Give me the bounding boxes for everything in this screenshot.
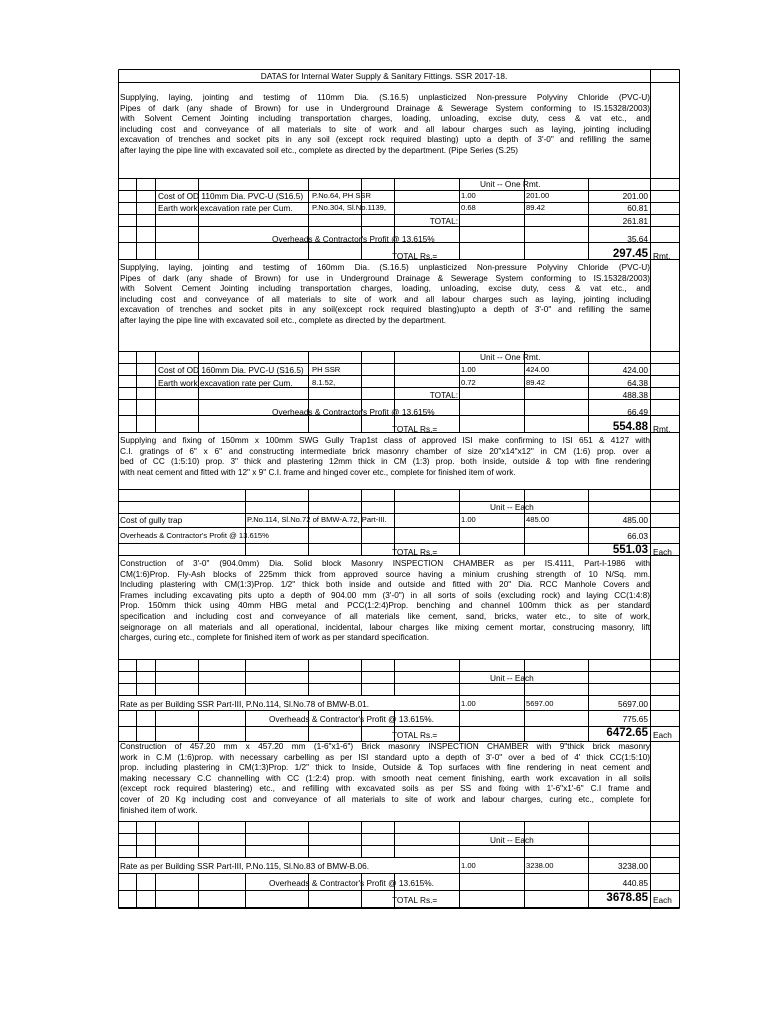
item-3-desc-line: Supplying and fixing of 150mm x 100mm SWG Gully Trap1st class of approved ISI make confirming to ISI 651 & 4127 with [120, 436, 650, 445]
item-2-row-2-ref: 8.1.52, [312, 378, 336, 387]
item-3-row-1-desc: Cost of gully trap [120, 515, 183, 525]
item-4-desc-line: Prop. 150mm thick using 40mm HBG metal and PCC(1:2:4)Prop. benching and channel 100mm thick as per standard [120, 601, 650, 611]
item-4-desc-line: CM(1:6)Prop. Fly-Ash blocks of 225mm thick from approved source having a minium crushing strength of 10 N/Sq. mm. [120, 569, 650, 579]
item-5-unit: Each [653, 895, 672, 905]
item-3-row-1-amount: 485.00 [622, 515, 648, 525]
item-3-grand-label: TOTAL Rs.= [392, 547, 438, 557]
item-3-unit: Each [653, 547, 672, 557]
item-4-overhead: 775.65 [622, 714, 648, 724]
item-2-desc-line: Supplying, laying, jointing and testimg of 160mm Dia. (S.16.5) unplasticized Non-pressure Polyviny Chloride (PVC-U) [120, 263, 650, 272]
item-2-row-1-desc: Cost of OD 160mm Dia. PVC-U (S16.5) [158, 365, 304, 375]
item-4-desc-line: Including plastering with CM(1:3)Prop. 1/2" thick both inside and outside and fitted with 20" Dia. RCC Manhole Covers and [120, 580, 650, 590]
item-1-grand-label: TOTAL Rs.= [392, 251, 438, 261]
item-2-grand-label: TOTAL Rs.= [392, 424, 438, 434]
item-4-overhead-label: Overheads & Contractor's Profit @ 13.615%. [269, 714, 434, 724]
item-2-row-1-qty: 1.00 [461, 365, 476, 374]
item-1-desc-line: excavation of trenches and socket pits in any soil (except rock required blasting) upto a depth of 3'-0" and refilling the same [120, 135, 650, 145]
item-3-row-1-qty: 1.00 [461, 515, 476, 524]
item-1-row-1-rate: 201.00 [526, 191, 550, 200]
item-2-row-2-qty: 0.72 [461, 378, 476, 387]
item-2-desc-line: including cost and conveyance of all materials to site of work and all labour charges such as laying, jointing including [120, 294, 650, 304]
item-1-desc-line: Supplying, laying, jointing and testimg of 110mm Dia. (S.16.5) unplasticized Non-pressure Polyviny Chloride (PVC-U) [120, 93, 650, 102]
item-4-desc-line: specification and including cost and conveyance of all materials like cement, sand, bricks, water etc., to site of work, [120, 611, 650, 621]
item-1-desc-line: after laying the pipe line with excavated soil etc., complete as directed by the department. (Pipe Series (S.25) [120, 145, 519, 155]
item-4-unit-header: Unit -- Each [490, 673, 534, 683]
item-4-row-1-desc: Rate as per Building SSR Part-III, P.No.114, Sl.No.78 of BMW-B.01. [120, 699, 370, 709]
item-2-row-1-rate: 424.00 [526, 365, 550, 374]
item-3-row-1-rate: 485.00 [526, 515, 550, 524]
item-1-row-2-qty: 0.68 [461, 203, 476, 212]
item-3-grand-total: 551.03 [612, 544, 648, 556]
item-5-row-1-amount: 3238.00 [618, 861, 648, 871]
item-1-total-label: TOTAL: [429, 216, 458, 226]
item-5-description [120, 742, 650, 816]
item-5-desc-line: cover of 20 Kg including cost and conveyance of all materials to site of work and labour charges, curing etc., complete for [120, 794, 650, 804]
item-2-total: 488.38 [622, 390, 648, 400]
item-2-desc-line: Pipes of dark (any shade of Brown) for use in Underground Drainage & Sewerage System conforming to IS.15328/2003) [120, 273, 650, 283]
item-2-unit: Rmt. [653, 424, 671, 434]
item-5-desc-line: (except rock required blastering) etc., and refilling with excavated soils as per SS and fixing with 1'-6"x1'-6" C.I frame and [120, 784, 650, 794]
item-1-row-1-desc: Cost of OD 110mm Dia. PVC-U (S16.5) [158, 191, 304, 201]
item-5-overhead-label: Overheads & Contractor's Profit @ 13.615%. [269, 878, 434, 888]
item-2-row-2-rate: 89.42 [526, 378, 546, 387]
item-4-row-1-amount: 5697.00 [618, 699, 648, 709]
item-4-desc-line: Frames including excavating pits upto a depth of 904.00 mm (3'-0") in all sorts of soils (excluding rock) and laying CC(1:4:8) [120, 590, 650, 600]
item-4-description [120, 559, 650, 644]
item-2-desc-line: after laying the pipe line with excavated soil etc., complete as directed by the department. [120, 315, 447, 325]
item-1-row-2-rate: 89.42 [526, 203, 546, 212]
item-1-row-2-ref: P.No.304, Sl.No.1139, [312, 203, 387, 212]
item-5-desc-line: Construction of 457.20 mm x 457.20 mm (1-6"x1-6") Brick masonry INSPECTION CHAMBER with 9"thick brick masonry [120, 742, 650, 751]
item-1-grand-total: 297.45 [612, 248, 648, 260]
item-5-grand-label: TOTAL Rs.= [392, 895, 438, 905]
item-2-unit-header: Unit -- One Rmt. [480, 352, 541, 362]
item-5-row-1-rate: 3238.00 [526, 861, 554, 870]
item-2-overhead: 66.49 [627, 407, 648, 417]
item-5-unit-header: Unit -- Each [490, 835, 534, 845]
item-4-desc-line: Construction of 3'-0" (904.0mm) Dia. Solid block Masonry INSPECTION CHAMBER as per IS.4111, Part-I-1986 with [120, 559, 650, 568]
item-5-desc-line: work in C.M (1:6)prop. with necessary carbelling as per ISI standard upto a depth of 3'-0" over a bed of 4' thick CC(1:5:10) [120, 752, 650, 762]
item-5-grand-total: 3678.85 [606, 892, 648, 904]
sheet-title: DATAS for Internal Water Supply & Sanitary Fittings. SSR 2017-18. [260, 71, 508, 81]
item-2-desc-line: excavation of trenches and socket pits in any soil(except rock required blasting)upto a depth of 3'-0" and refilling the same [120, 305, 650, 315]
item-2-row-2-desc: Earth work excavation rate per Cum. [158, 378, 293, 388]
item-2-grand-total: 554.88 [612, 421, 648, 433]
item-1-row-2-desc: Earth work excavation rate per Cum. [158, 203, 293, 213]
item-2-desc-line: with Solvent Cement Jointing including transportation charges, loading, unloading, excise duty, cess & vat etc., and [120, 284, 650, 294]
item-2-overhead-label: Overheads & Contractor's Profit @ 13.615% [272, 407, 435, 417]
item-1-desc-line: with Solvent Cement Jointing including transportation charges, loading, unloading, excise duty, cess & vat etc., and [120, 114, 650, 124]
item-4-grand-total: 6472.65 [606, 727, 648, 739]
item-5-overhead: 440.85 [622, 878, 648, 888]
item-2-row-1-ref: PH SSR [312, 365, 341, 374]
item-5-row-1-qty: 1.00 [461, 861, 476, 870]
item-4-desc-line: seignorage on all materials and all operational, incidental, labour charges like mixing cement mortar, construcing masonry, lift [120, 622, 650, 632]
item-5-desc-line: finished item of work. [120, 805, 198, 815]
item-1-row-2-amount: 60.81 [627, 203, 648, 213]
item-3-overhead-label: Overheads & Contractor's Profit @ 13.615% [120, 531, 269, 540]
item-1-unit: Rmt. [653, 251, 671, 261]
item-3-unit-header: Unit -- Each [490, 502, 534, 512]
item-5-desc-line: making necessary C.C channelling with CC (1:2:4) prop. with smooth neat cement finishing, earth work excavation in all soils [120, 773, 650, 783]
item-1-desc-line: including cost and conveyance of all materials to site of work and all labour charges such as laying, jointing including [120, 124, 650, 134]
item-1-total: 261.81 [622, 216, 648, 226]
item-3-desc-line: C.I. gratings of 6" x 6" and constructing intermediate brick masonry chamber of size 20"x14"x12" in CM (1:6) prop. over a [120, 446, 650, 456]
item-3-overhead: 66.03 [627, 531, 648, 541]
item-1-row-1-amount: 201.00 [622, 191, 648, 201]
item-3-row-1-ref: P.No.114, Sl.No.72 of BMW-A.72, Part-III. [247, 515, 387, 524]
item-1-unit-header: Unit -- One Rmt. [480, 179, 541, 189]
item-2-row-2-amount: 64.38 [627, 378, 648, 388]
item-5-row-1-desc: Rate as per Building SSR Part-III, P.No.115, Sl.No.83 of BMW-B.06. [120, 861, 370, 871]
item-4-desc-line: charges, curing etc., complete for finished item of work as per standard specification. [120, 633, 430, 643]
item-4-grand-label: TOTAL Rs.= [392, 730, 438, 740]
item-2-total-label: TOTAL: [429, 390, 458, 400]
item-4-unit: Each [653, 730, 672, 740]
item-3-description [120, 436, 650, 478]
item-5-desc-line: prop. including plastering in CM(1:3)Prop. 1/2" thick to Inside, Outside & Top surfaces with fine rendering in neat cement and [120, 763, 650, 773]
item-4-row-1-qty: 1.00 [461, 699, 476, 708]
item-2-description [120, 263, 650, 327]
item-1-row-1-qty: 1.00 [461, 191, 476, 200]
item-1-row-1-ref: P.No.64, PH SSR [312, 191, 371, 200]
item-1-desc-line: Pipes of dark (any shade of Brown) for use in Underground Drainage & Sewerage System conforming to IS.15328/2003) [120, 103, 650, 113]
rate-analysis-sheet [118, 69, 680, 909]
item-2-row-1-amount: 424.00 [622, 365, 648, 375]
item-3-desc-line: bed of CC (1:5:10) prop. 3" thick and plastering 12mm thick in CM (1:3) prop. both inside, outside & top with fine rendering [120, 457, 650, 467]
item-1-description [120, 93, 650, 157]
item-3-desc-line: with neat cement and fitted with 12" x 9" C.I. frame and hinged cover etc., complete for finished item of work. [120, 467, 516, 477]
item-1-overhead: 35.64 [627, 234, 648, 244]
item-1-overhead-label: Overheads & Contractor's Profit @ 13.615% [272, 234, 435, 244]
item-4-row-1-rate: 5697.00 [526, 699, 554, 708]
